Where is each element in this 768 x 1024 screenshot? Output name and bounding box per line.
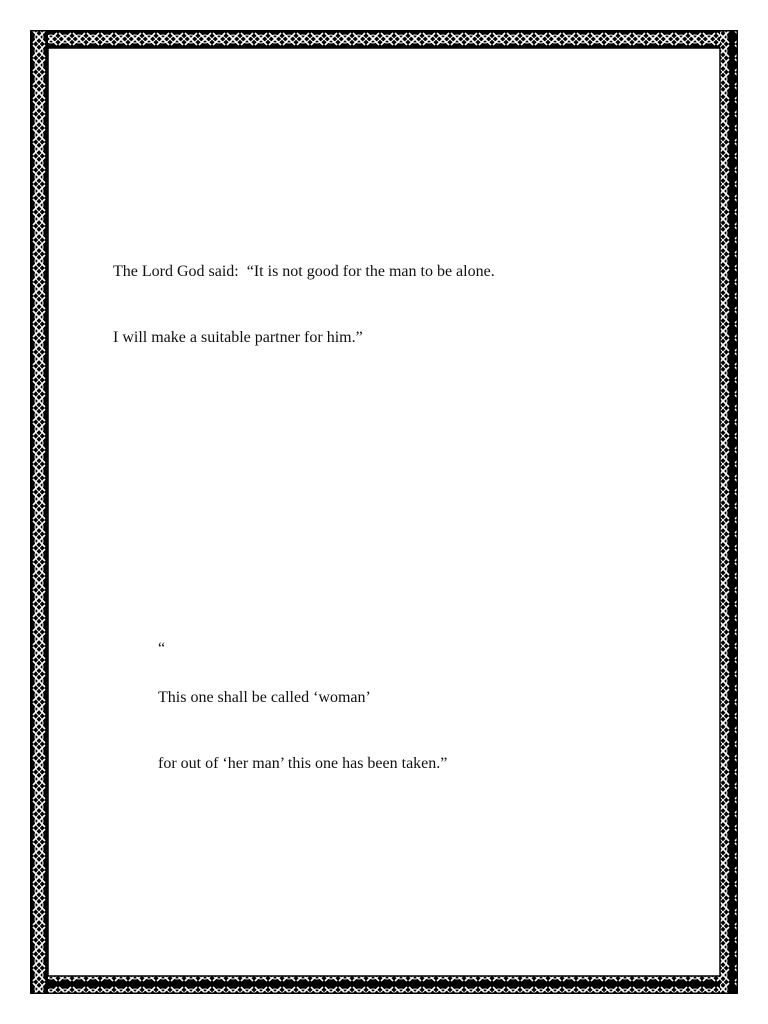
opening-passage (113, 217, 495, 393)
passage-line-2: I will make a suitable partner for him.” (113, 329, 363, 346)
poem-line-2: for out of ‘her man’ this one has been taken.” (158, 755, 448, 772)
passage-line-1: The Lord God said: “It is not good for the man to be alone. (113, 263, 495, 280)
border-ornament (30, 30, 738, 994)
opening-quote-mark: “ (158, 640, 166, 657)
celtic-knot-border (30, 30, 738, 994)
poem-stanza (158, 643, 447, 819)
poem-line-1: This one shall be called ‘woman’ (158, 689, 371, 706)
